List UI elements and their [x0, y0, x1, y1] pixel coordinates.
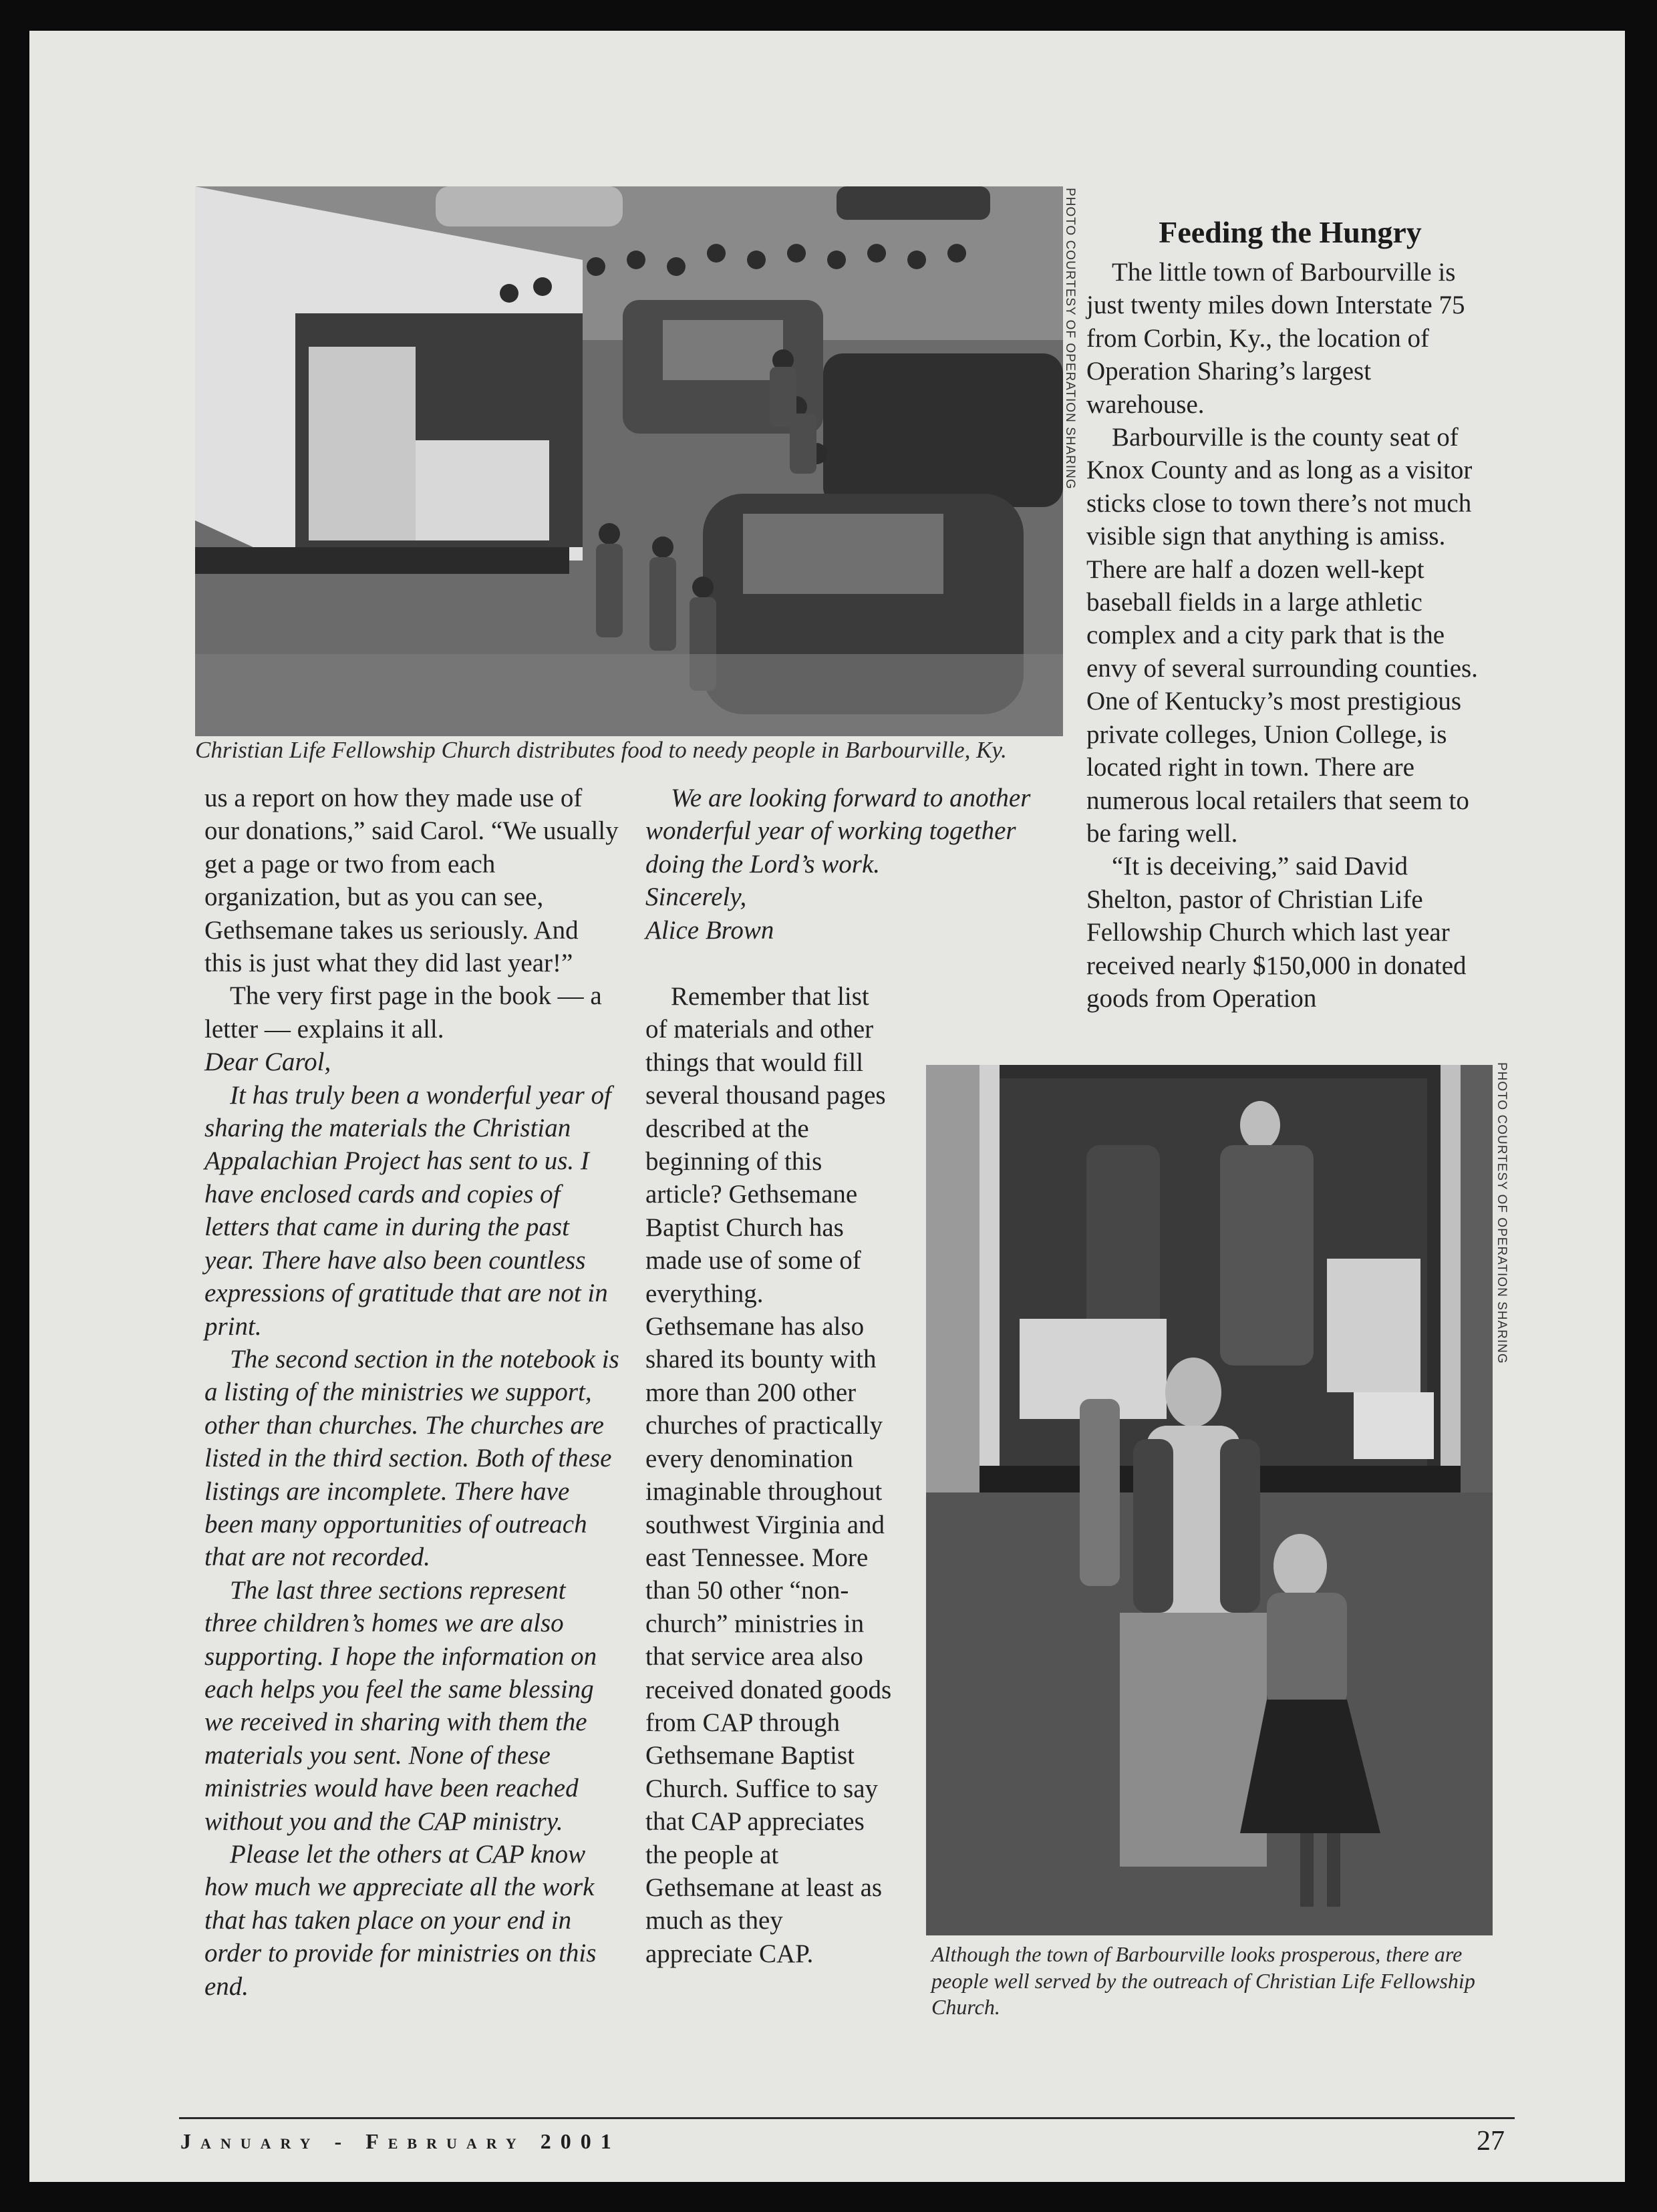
col3-paragraph-2: Barbourville is the county seat of Knox County and as long as a visitor sticks close to town there’s not much visible sign that anything is amiss. There are half a dozen well-kept baseball fields in a large athletic complex and a city park that is the envy of several surrounding counties. One of Kentucky’s most prestigious private colleges, Union College, is located right in town. There are numerous local retailers that seem to be faring well. — [1086, 423, 1478, 848]
col3-paragraph-3: “It is deceiving,” said David Shelton, pastor of Christian Life Fellowship Church which last year received nearly $150,000 in donated goods from Operation — [1086, 852, 1467, 1013]
letter-paragraph-3: The last three sections represent three children’s homes we are also supporting. I hope the information on each helps you feel the same blessing we received in sharing with them the materials you sent. None of these ministries would have been reached without you and the CAP ministry. — [204, 1575, 597, 1836]
column-1 — [204, 782, 622, 2003]
truck-crowd-illustration — [195, 186, 1063, 736]
column-2 — [645, 782, 1050, 947]
issue-date: January - February 2001 — [180, 2129, 621, 2153]
col1-paragraph-1: us a report on how they made use of our donations,” said Carol. “We usually get a page or two from each organization, but as you can see, Gethsemane takes us seriously. And this is just what they did last year!” — [204, 784, 619, 978]
photo2-wrap-space — [896, 980, 1063, 1935]
col3-paragraph-1: The little town of Barbourville is just twenty miles down Interstate 75 from Corbin, Ky., the location of Operation Sharing’s largest warehouse. — [1086, 258, 1465, 419]
food-distribution-photo — [195, 186, 1063, 736]
photo1-credit: PHOTO COURTESY OF OPERATION SHARING — [1063, 188, 1077, 490]
letter-paragraph-5: We are looking forward to another wonderful year of working together doing the Lord’s work. — [645, 784, 1031, 879]
letter-paragraph-1: It has truly been a wonderful year of sharing the materials the Christian Appalachian Project has sent to us. I have enclosed cards and copies of letters that came in during the past year. There have also been countless expressions of gratitude that are not in print. — [204, 1080, 611, 1341]
letter-paragraph-2: The second section in the notebook is a listing of the ministries we support, other than churches. The churches are listed in the third section. Both of these listings are incomplete. There have been many opportunities of outreach that are not recorded. — [204, 1344, 619, 1572]
letter-signature: Alice Brown — [645, 915, 774, 945]
column-3 — [1086, 256, 1494, 1015]
section-heading: Feeding the Hungry — [1159, 215, 1422, 249]
footer-rule — [179, 2117, 1515, 2119]
col1-paragraph-2: The very first page in the book — a letter — explains it all. — [204, 981, 602, 1044]
col2-paragraph: Remember that list of materials and other things that would fill several thousand pages described at the beginning of this article? Gethsemane Baptist Church has made use of some of everything. Gethsemane has also shared its bounty with more than 200 other churches of practically every denomination imaginable throughout southwest Virginia and east Tennessee. More than 50 other “non-church” ministries in that service area also received donated goods from CAP through Gethsemane Baptist Church. Suffice to say that CAP appreciates the people at Gethsemane at least as much as they appreciate CAP. — [645, 982, 892, 1968]
page-number: 27 — [1477, 2126, 1505, 2157]
column-2-continued — [645, 980, 1063, 1970]
photo2-caption: Although the town of Barbourville looks prosperous, there are people well served by the outreach of Christian Life Fellowship Church. — [931, 1942, 1475, 2019]
letter-salutation: Dear Carol, — [204, 1048, 331, 1077]
letter-paragraph-4: Please let the others at CAP know how much we appreciate all the work that has taken place on your end in order to provide for ministries on this end. — [204, 1840, 597, 2001]
photo1-caption: Christian Life Fellowship Church distributes food to needy people in Barbourville, Ky. — [195, 737, 1007, 763]
letter-closing: Sincerely, — [645, 883, 747, 912]
photo2-credit: PHOTO COURTESY OF OPERATION SHARING — [1495, 1062, 1509, 1364]
